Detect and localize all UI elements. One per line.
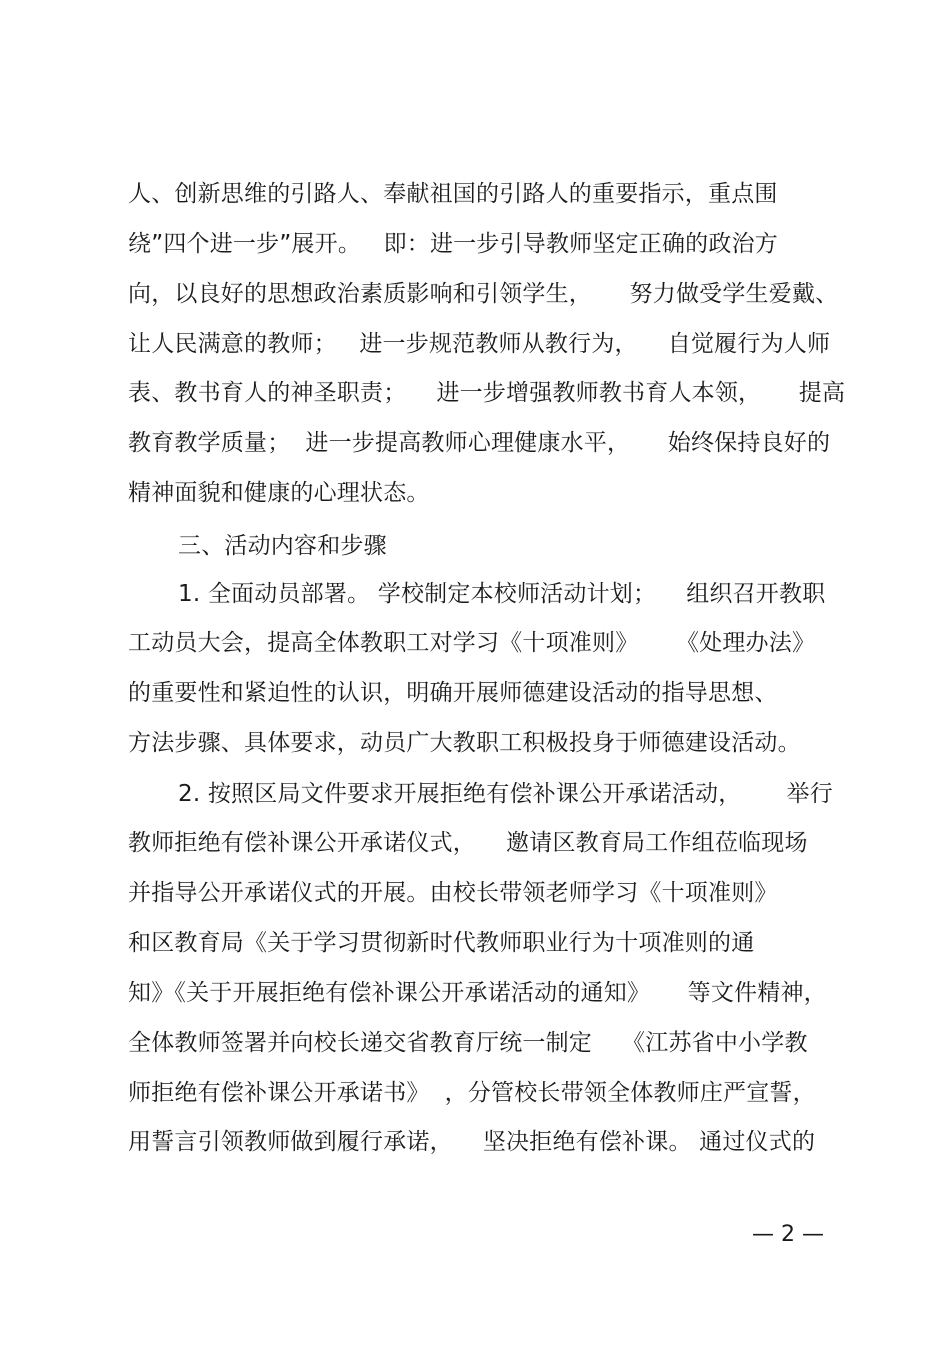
body-text-line: 全体教师签署并向校长递交省教育厅统一制定 《江苏省中小学教 <box>128 1030 808 1056</box>
body-text-line: 师拒绝有偿补课公开承诺书》 ，分管校长带领全体教师庄严宣誓， <box>128 1080 816 1106</box>
body-text-line: 的重要性和紧迫性的认识，明确开展师德建设活动的指导思想、 <box>128 680 778 706</box>
body-text-line: 教师拒绝有偿补课公开承诺仪式， 邀请区教育局工作组莅临现场 <box>128 830 808 856</box>
body-text-line: 向，以良好的思想政治素质影响和引领学生， 努力做受学生爱戴、 <box>128 281 839 307</box>
section-heading: 三、活动内容和步骤 <box>178 533 387 559</box>
body-text-line: 工动员大会，提高全体教职工对学习《十项准则》 《处理办法》 <box>128 630 816 656</box>
body-text-line: 1. 全面动员部署。 学校制定本校师活动计划； 组织召开教职 <box>178 581 826 607</box>
body-text-line: 2. 按照区局文件要求开展拒绝有偿补课公开承诺活动， 举行 <box>178 781 833 807</box>
body-text-line: 知》《关于开展拒绝有偿补课公开承诺活动的通知》 等文件精神， <box>128 980 827 1006</box>
body-text-line: 让人民满意的教师； 进一步规范教师从教行为， 自觉履行为人师 <box>128 331 831 357</box>
body-text-line: 人、创新思维的引路人、奉献祖国的引路人的重要指示，重点围 <box>128 181 778 207</box>
body-text-line: 表、教书育人的神圣职责； 进一步增强教师教书育人本领， 提高 <box>128 380 846 406</box>
body-text-line: 和区教育局《关于学习贯彻新时代教师职业行为十项准则的通 <box>128 930 755 956</box>
body-text-line: 并指导公开承诺仪式的开展。由校长带领老师学习《十项准则》 <box>128 880 778 906</box>
body-text-line: 用誓言引领教师做到履行承诺， 坚决拒绝有偿补课。 通过仪式的 <box>128 1129 816 1155</box>
body-text-line: 方法步骤、具体要求，动员广大教职工积极投身于师德建设活动。 <box>128 730 801 756</box>
body-text-line: 教育教学质量； 进一步提高教师心理健康水平， 始终保持良好的 <box>128 430 831 456</box>
body-text-line: 绕”四个进一步”展开。 即：进一步引导教师坚定正确的政治方 <box>128 231 778 257</box>
body-text-line: 精神面貌和健康的心理状态。 <box>128 480 430 506</box>
page-number: — 2 — <box>752 1222 824 1247</box>
